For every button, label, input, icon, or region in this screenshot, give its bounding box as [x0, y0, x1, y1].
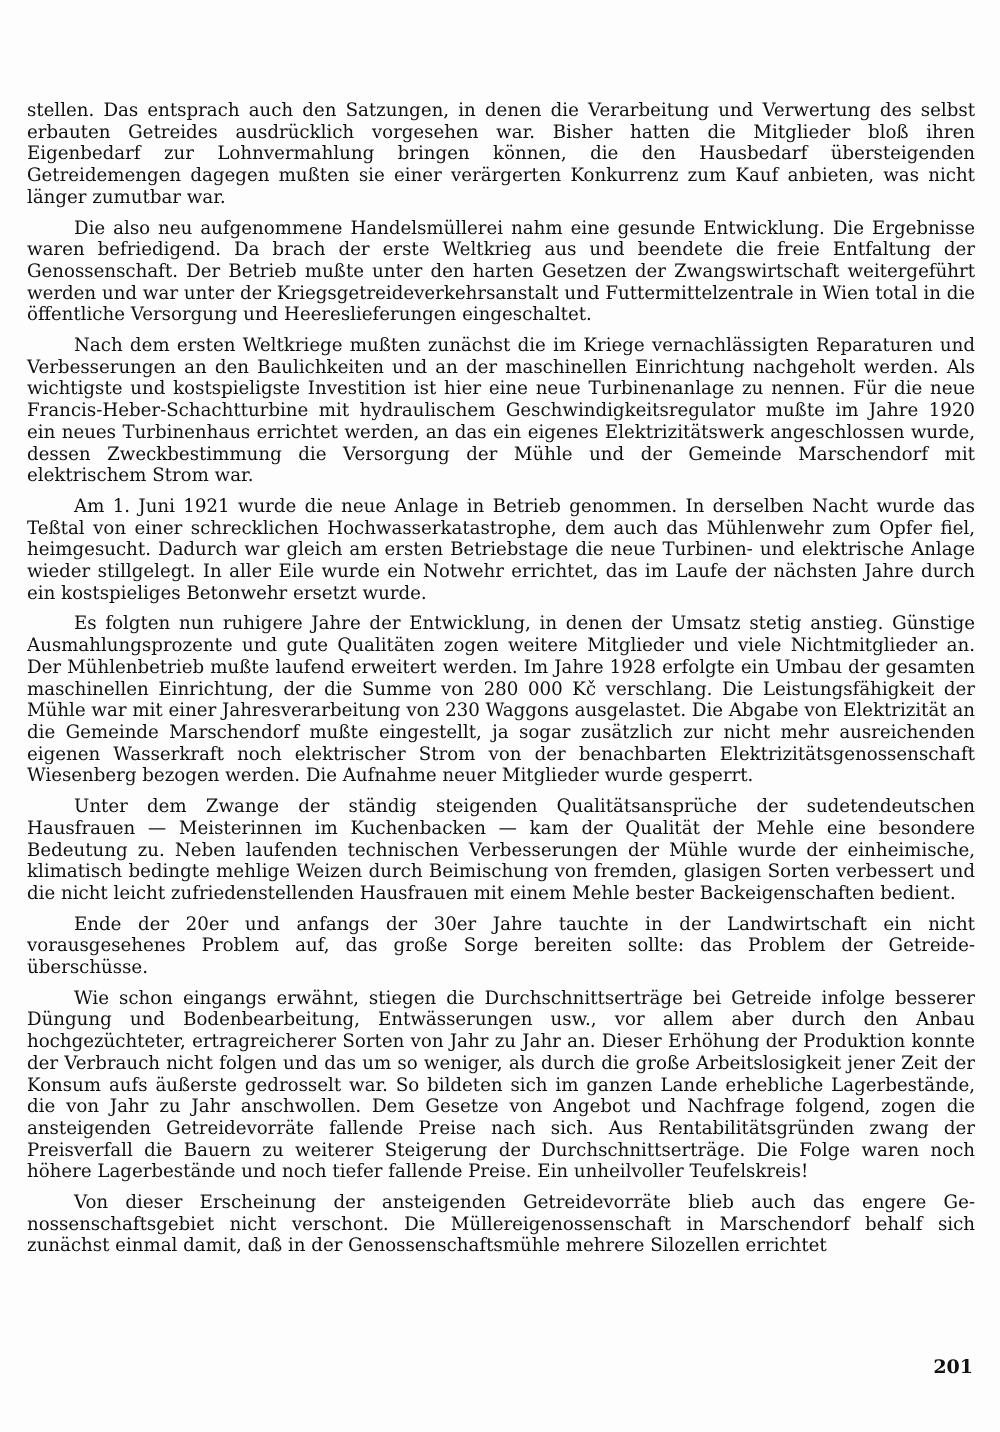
page-number: 201: [933, 1356, 973, 1378]
paragraph-9: Von dieser Erscheinung der ansteigenden Getreidevorräte blieb auch das engere Genossenschaftsgebiet nicht verschont. Die Müllereigenossenschaft in Marschendorf behalf sich zunächst einmal damit, daß in der Genossenschaftsmühle mehrere Silozellen errichtet: [27, 1192, 975, 1257]
paragraph-6: Unter dem Zwange der ständig steigenden Qualitätsansprüche der sudetendeutschen Hausfrauen — Meisterinnen im Kuchenbacken — kam der Qualität der Mehle eine besondere Bedeutung zu. Neben laufenden technischen Verbesserungen der Mühle wurde der einheimische, klimatisch bedingte mehlige Weizen durch Beimischung von fremden, glasigen Sorten verbessert und die nicht leicht zufriedenstellenden Hausfrauen mit einem Mehle bester Backeigenschaften bedient.: [27, 796, 975, 904]
page-body-text: [27, 100, 975, 1266]
paragraph-5: Es folgten nun ruhigere Jahre der Entwicklung, in denen der Umsatz stetig anstieg. Günstige Ausmahlungsprozente und gute Qualitäten zogen weitere Mitglieder und viele Nichtmitglieder an. Der Mühlenbetrieb mußte laufend erweitert werden. Im Jahre 1928 erfolgte ein Umbau der gesamten maschinellen Einrichtung, der die Summe von 280 000 Kč verschlang. Die Leistungsfähigkeit der Mühle war mit einer Jahresverarbeitung von 230 Waggons ausgelastet. Die Abgabe von Elektrizität an die Gemeinde Marschendorf mußte eingestellt, ja sogar zusätzlich zur nicht mehr ausreichenden eigenen Wasserkraft noch elektrischer Strom von der benachbarten Elektrizitätsgenossenschaft Wiesenberg bezogen werden. Die Aufnahme neuer Mitglieder wurde gesperrt.: [27, 613, 975, 787]
paragraph-2: Die also neu aufgenommene Handelsmüllerei nahm eine gesunde Entwicklung. Die Ergebnisse waren befriedigend. Da brach der erste Weltkrieg aus und beendete die freie Entfaltung der Genossenschaft. Der Betrieb mußte unter den harten Gesetzen der Zwangswirtschaft weitergeführt werden und war unter der Kriegsgetreideverkehrsanstalt und Futtermittelzentrale in Wien total in die öffentliche Versorgung und Heereslieferungen eingeschaltet.: [27, 217, 975, 326]
paragraph-3: Nach dem ersten Weltkriege mußten zunächst die im Kriege vernachlässigten Reparaturen und Verbesserungen an den Baulichkeiten und an der maschinellen Einrichtung nachgeholt werden. Als wichtigste und kostspieligste Investition ist hier eine neue Turbinenanlage zu nennen. Für die neue Francis-Heber-Schachtturbine mit hydraulischem Geschwindigkeitsregulator mußte im Jahre 1920 ein neues Turbinenhaus errichtet werden, an das ein eigenes Elektrizitätswerk angeschlossen wurde, dessen Zweckbestimmung die Versorgung der Mühle und der Gemeinde Marschendorf mit elektrischem Strom war.: [27, 335, 975, 487]
paragraph-8: Wie schon eingangs erwähnt, stiegen die Durchschnittserträge bei Getreide infolge besserer Düngung und Bodenbearbeitung, Entwässerungen usw., vor allem aber durch den Anbau hochgezüchteter, ertragreicherer Sorten von Jahr zu Jahr an. Dieser Erhöhung der Produktion konnte der Verbrauch nicht folgen und das um so weniger, als durch die große Arbeitslosigkeit jener Zeit der Konsum aufs äußerste gedrosselt war. So bildeten sich im ganzen Lande erhebliche Lagerbestände, die von Jahr zu Jahr anschwollen. Dem Gesetze von Angebot und Nachfrage folgend, zogen die ansteigenden Getreidevorräte fallende Preise nach sich. Aus Rentabilitätsgründen zwang der Preisverfall die Bauern zu weiterer Steigerung der Durchschnittserträge. Die Folge waren noch höhere Lagerbestände und noch tiefer fallende Preise. Ein unheilvoller Teufelskreis!: [27, 987, 975, 1183]
paragraph-7: Ende der 20er und anfangs der 30er Jahre tauchte in der Landwirtschaft ein nicht vorausgesehenes Problem auf, das große Sorge bereiten sollte: das Problem der Getreideüberschüsse.: [27, 913, 975, 979]
paragraph-4: Am 1. Juni 1921 wurde die neue Anlage in Betrieb genommen. In derselben Nacht wurde das Teßtal von einer schrecklichen Hochwasserkatastrophe, dem auch das Mühlenwehr zum Opfer fiel, heimgesucht. Dadurch war gleich am ersten Betriebstage die neue Turbinen- und elektrische Anlage wieder stillgelegt. In aller Eile wurde ein Notwehr errichtet, das im Laufe der nächsten Jahre durch ein kostspieliges Betonwehr ersetzt wurde.: [27, 495, 975, 604]
paragraph-1: stellen. Das entsprach auch den Satzungen, in denen die Verarbeitung und Verwertung des selbst erbauten Getreides ausdrücklich vorgesehen war. Bisher hatten die Mitglieder bloß ihren Eigenbedarf zur Lohnvermahlung bringen können, die den Hausbedarf übersteigenden Getreidemengen dagegen mußten sie einer verärgerten Konkurrenz zum Kauf anbieten, was nicht länger zumutbar war.: [27, 100, 975, 208]
